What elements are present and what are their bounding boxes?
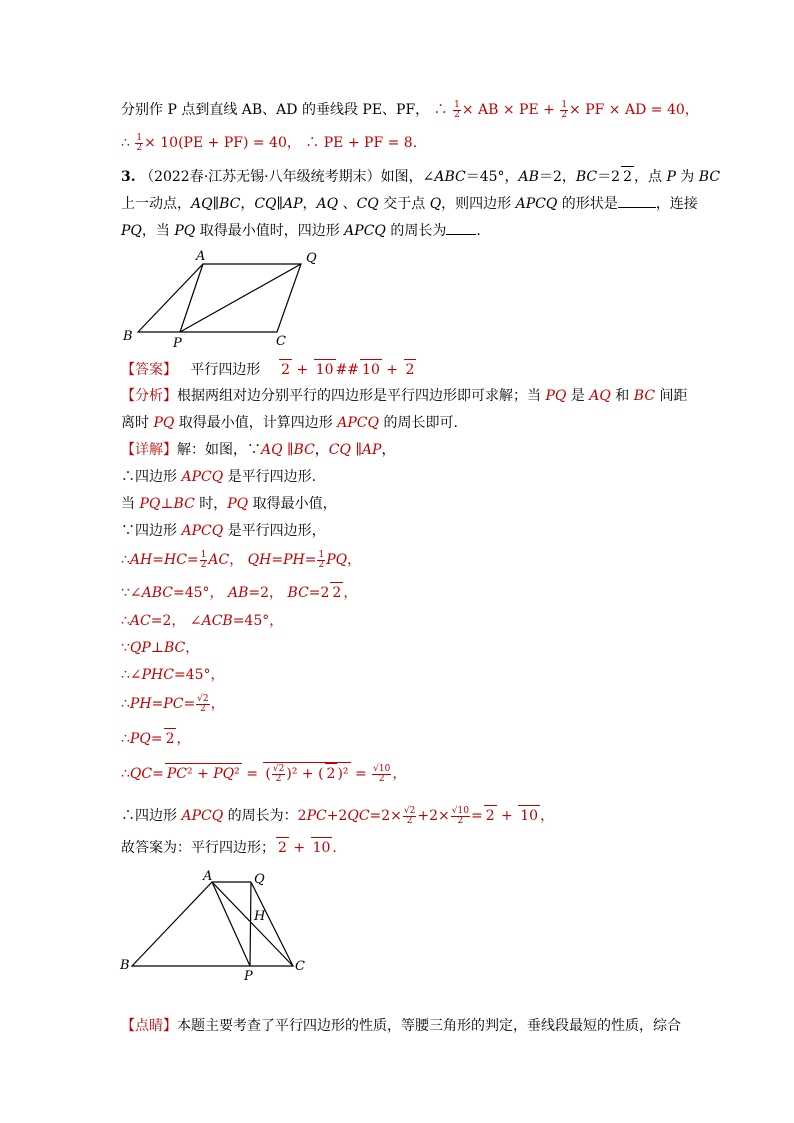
label-A: A [196, 249, 206, 264]
blank-shape [618, 195, 656, 208]
comment-line [121, 1016, 681, 1036]
answer-tag: 【答案】 [121, 362, 177, 378]
label-C: C [276, 334, 286, 348]
detail-line-9: ∴∠PHC=45°， [121, 667, 225, 683]
intro-text: 分别作 P 点到直线 AB、AD 的垂线段 PE、PF， [121, 102, 430, 118]
detail-line-11: ∴PQ= 2 ， [121, 728, 190, 749]
question-line-2: 上一动点，AQ∥BC，CQ∥AP，AQ 、CQ 交于点 Q，则四边形 APCQ 的形状是 ，连接 [121, 196, 698, 212]
label-H: H [254, 909, 266, 924]
question-line-3: PQ，当 PQ 取得最小值时，四边形 APCQ 的周长为 . [121, 223, 481, 239]
figure-parallelogram [118, 248, 328, 348]
label-Q: Q [254, 872, 265, 887]
detail-line-4: ∵四边形 APCQ 是平行四边形， [121, 523, 326, 539]
label-Q: Q [306, 251, 317, 266]
detail-line-7: ∴AC=2， ∠ACB=45°， [121, 613, 284, 629]
answer-shape: 平行四边形 [190, 362, 261, 378]
answer-line [121, 359, 416, 380]
detail-line-14: 故答案为：平行四边形； 2 + 10 . [121, 837, 337, 858]
intro-line-1 [121, 100, 699, 120]
detail-tag: 【详解】 [121, 442, 177, 458]
question-text-1: 如图，∠ABC＝45°，AB＝2，BC＝2 2 ，点 P 为 BC [381, 169, 720, 185]
label-B: B [120, 958, 130, 973]
detail-line-1: 【详解】解：如图，∵AQ ∥BC，CQ ∥AP， [121, 442, 396, 458]
figure-triangle-with-h [116, 866, 316, 984]
detail-line-10: ∴PH=PC= $\frac{√2}{2}$ ， [121, 693, 225, 714]
intro-equation-2: ∴ $\frac{1}{2}$ × 10(PE + PF) = 40， ∴ PE + PF = 8. [121, 132, 418, 153]
analysis-line-2: 离时 PQ 取得最小值，计算四边形 APCQ 的周长即可. [121, 415, 458, 431]
label-C: C [295, 959, 305, 974]
label-A: A [203, 869, 213, 884]
detail-line-13: ∴四边形 APCQ 的周长为：2PC+2QC=2× $\frac{√2}{2}$ +2× $\frac{√10}{2}$ = 2 + 10 ， [121, 805, 555, 826]
analysis-line-1: 【分析】根据两组对边分别平行的四边形是平行四边形即可求解；当 PQ 是 AQ 和 BC 间距 [121, 388, 688, 404]
question-number: 3. [121, 169, 136, 185]
detail-line-8: ∵QP⊥BC， [121, 640, 200, 656]
analysis-tag: 【分析】 [121, 388, 177, 404]
comment-text: 本题主要考查了平行四边形的性质，等腰三角形的判定，垂线段最短的性质，综合 [177, 1018, 681, 1034]
blank-perimeter [446, 222, 476, 235]
detail-line-6: ∵∠ABC=45°， AB=2， BC=2 2 ， [121, 582, 357, 603]
question-source: （2022春·江苏无锡·八年级统考期末） [140, 169, 381, 185]
comment-tag: 【点睛】 [121, 1018, 177, 1034]
label-B: B [123, 329, 133, 344]
label-P: P [244, 969, 253, 984]
detail-line-3: 当 PQ⊥BC 时，PQ 取得最小值， [121, 496, 337, 512]
detail-line-5: ∴AH=HC= $\frac{1}{2}$ AC， QH=PH= $\frac{1}{2}$ PQ， [121, 549, 362, 570]
intro-equation-1: ∴ $\frac{1}{2}$ × AB × PE + $\frac{1}{2}$ × PF × AD = 40， [433, 99, 699, 120]
label-P: P [173, 336, 182, 348]
detail-line-2: ∴四边形 APCQ 是平行四边形. [121, 469, 317, 485]
question-line-1 [121, 166, 720, 187]
answer-value: 2 + 10 ## 10 + 2 [278, 362, 416, 378]
detail-line-12: ∴QC= PC² + PQ² = ( $\frac{√2}{2}$ )² + ( 2 )² = $\frac{√10}{2}$ ， [121, 763, 407, 784]
